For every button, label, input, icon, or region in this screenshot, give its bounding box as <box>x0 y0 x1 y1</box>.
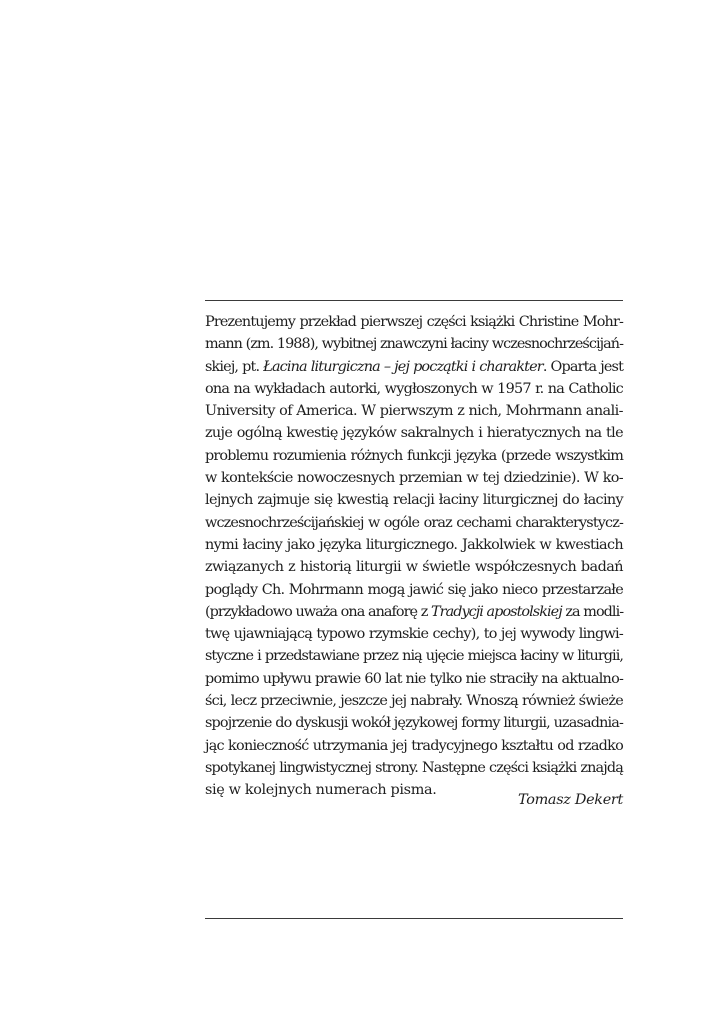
paragraph-line <box>205 556 623 578</box>
paragraph-line <box>205 400 623 422</box>
text-run: nymi łaciny jako języka liturgicznego. Jakkolwiek w kwestiach <box>205 536 623 553</box>
text-run: ona na wykładach autorki, wygłoszonych w 1957 r. na Catholic <box>205 380 623 397</box>
text-run: lejnych zajmuje się kwestią relacji łaciny liturgicznej do łaciny <box>205 492 623 509</box>
text-run: za modli- <box>561 603 624 620</box>
italic-title: Łacina liturgiczna – jej początki i charakter <box>263 358 543 375</box>
text-run: Prezentujemy przekład pierwszej części książki Christine Mohr- <box>205 314 623 330</box>
text-run: mann (zm. 1988), wybitnej znawczyni łaciny wczesnochrześcijań- <box>205 336 623 353</box>
paragraph-line <box>205 512 623 534</box>
author-signature: Tomasz Dekert <box>518 792 623 808</box>
text-run: wczesnochrześcijańskiej w ogóle oraz cechami charakterystycz- <box>205 514 623 531</box>
italic-title: Tradycji apostolskiej <box>431 603 562 620</box>
paragraph-line <box>205 378 623 400</box>
text-run: pomimo upływu prawie 60 lat nie tylko nie straciły na aktualno- <box>205 670 624 687</box>
paragraph-line <box>205 623 623 645</box>
text-run: twę ujawniającą typowo rzymskie cechy), to jej wywody lingwi- <box>205 626 623 643</box>
paragraph-line <box>205 668 623 690</box>
text-run: (przykładowo uważa ona anaforę z <box>205 603 431 620</box>
paragraph-line <box>205 757 623 779</box>
paragraph-line <box>205 712 623 734</box>
text-run: zuje ogólną kwestię języków sakralnych i hieratycznych na tle <box>205 425 623 442</box>
text-run: spojrzenie do dyskusji wokół językowej formy liturgii, uzasadnia- <box>205 715 623 732</box>
paragraph-line <box>205 601 623 623</box>
bottom-divider <box>205 918 623 919</box>
text-run: problemu rozumienia różnych funkcji języka (przede wszystkim <box>205 447 623 464</box>
top-divider <box>205 300 623 301</box>
paragraph-line <box>205 467 623 489</box>
text-run: się w kolejnych numerach pisma. <box>205 782 437 799</box>
paragraph-line <box>205 445 623 467</box>
paragraph-line <box>205 645 623 667</box>
text-run: spotykanej lingwistycznej strony. Następne części książki znajdą <box>205 759 623 776</box>
paragraph-line <box>205 690 623 712</box>
text-run: styczne i przedstawiane przez nią ujęcie miejsca łaciny w liturgii, <box>205 648 623 665</box>
text-run: w kontekście nowoczesnych przemian w tej dziedzinie). W ko- <box>205 470 623 487</box>
paragraph-line <box>205 489 623 511</box>
paragraph-line <box>205 735 623 757</box>
paragraph-line <box>205 356 623 378</box>
paragraph-line <box>205 422 623 444</box>
text-run: związanych z historią liturgii w świetle współczesnych badań <box>205 559 623 576</box>
paragraph-line <box>205 534 623 556</box>
paragraph-line <box>205 333 623 355</box>
text-run: poglądy Ch. Mohrmann mogą jawić się jako nieco przestarzałe <box>205 581 623 598</box>
text-run: ści, lecz przeciwnie, jeszcze jej nabrały. Wnoszą również świeże <box>205 693 623 710</box>
text-run: skiej, pt. <box>205 358 264 375</box>
text-run: University of America. W pierwszym z nich, Mohrmann anali- <box>205 403 623 420</box>
text-run: jąc konieczność utrzymania jej tradycyjnego kształtu od rzadko <box>205 737 623 754</box>
intro-paragraph <box>205 311 623 802</box>
paragraph-line <box>205 311 623 333</box>
text-run: . Oparta jest <box>542 358 624 375</box>
paragraph-line <box>205 579 623 601</box>
